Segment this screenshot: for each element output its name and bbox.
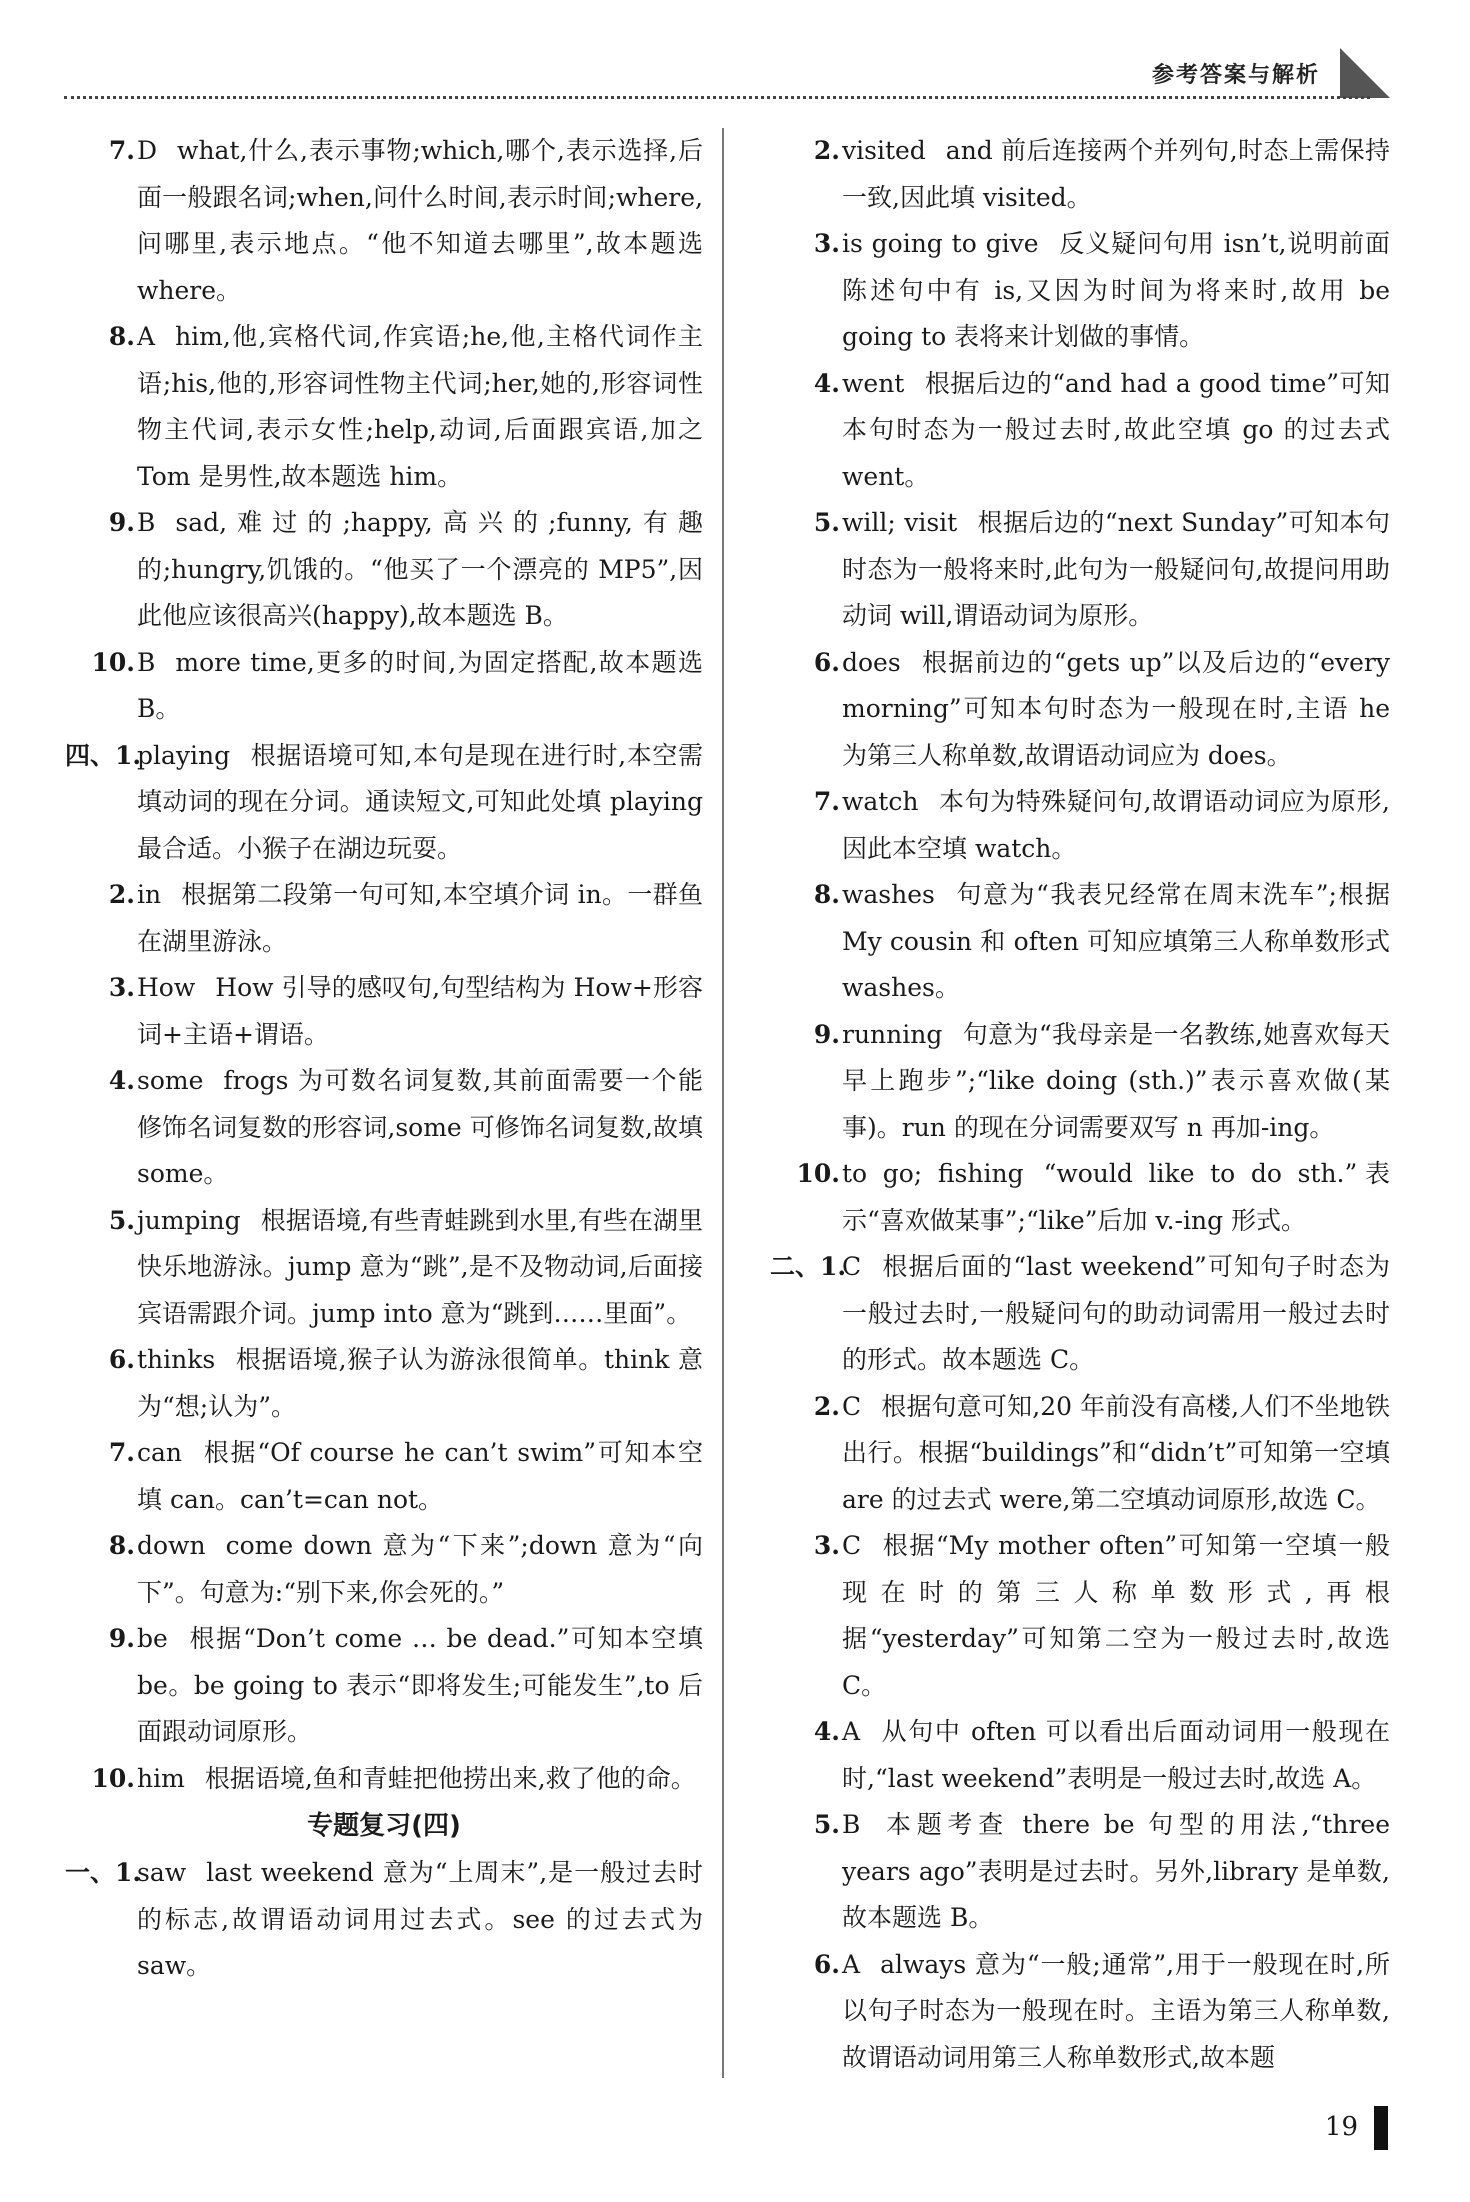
answer-key: A xyxy=(842,1949,861,1979)
answer-item xyxy=(65,733,703,873)
header-triangle-decoration xyxy=(1340,48,1390,98)
answer-item xyxy=(770,500,1390,640)
answer-key: can xyxy=(137,1438,183,1467)
answer-key: A xyxy=(842,1717,861,1746)
answer-explanation: 本句为特殊疑问句,故谓语动词应为原形,因此本空填 watch。 xyxy=(842,787,1390,863)
answer-explanation: him,他,宾格代词,作宾语;he,他,主格代词作主语;his,他的,形容词性物主代词;her,她的,形容词性物主代词,表示女性;help,动词,后面跟宾语,加之 Tom 是男性,故本题选 him。 xyxy=(137,322,703,491)
answer-item xyxy=(770,872,1390,1012)
answer-item xyxy=(770,1384,1390,1524)
answer-number: 4. xyxy=(108,1066,135,1095)
answer-explanation: 根据第二段第一句可知,本空填介词 in。一群鱼在湖里游泳。 xyxy=(137,880,703,956)
answer-number: 8. xyxy=(108,322,135,351)
answer-key: B xyxy=(137,647,156,677)
answer-item xyxy=(770,1802,1390,1942)
answer-number: 6. xyxy=(813,647,840,677)
answer-number: 8. xyxy=(108,1531,135,1560)
answer-key: How xyxy=(137,973,196,1002)
answer-item xyxy=(770,1151,1390,1244)
answer-number: 6. xyxy=(813,1949,840,1979)
answer-number: 5. xyxy=(813,1810,840,1839)
answer-item xyxy=(65,872,703,965)
answer-explanation: 根据句意可知,20 年前没有高楼,人们不坐地铁出行。根据“buildings”和“didn’t”可知第一空填 are 的过去式 were,第二空填动词原形,故选 C。 xyxy=(842,1391,1390,1514)
answer-explanation: 反义疑问句用 isn’t,说明前面陈述句中有 is,又因为时间为将来时,故用 be going to 表将来计划做的事情。 xyxy=(842,229,1390,351)
answer-item xyxy=(770,221,1390,361)
answer-explanation: 根据语境,有些青蛙跳到水里,有些在湖里快乐地游泳。jump 意为“跳”,是不及物动词,后面接宾语需跟介词。jump into 意为“跳到……里面”。 xyxy=(137,1205,703,1328)
answer-key: playing xyxy=(137,740,231,770)
answer-number: 8. xyxy=(813,880,840,909)
answer-number: 9. xyxy=(108,1624,135,1653)
answer-number: 一、1. xyxy=(65,1858,142,1887)
answer-key: B xyxy=(842,1810,861,1839)
answer-explanation: frogs 为可数名词复数,其前面需要一个能修饰名词复数的形容词,some 可修饰名词复数,故填 some。 xyxy=(137,1066,703,1188)
answer-explanation: 根据语境可知,本句是现在进行时,本空需填动词的现在分词。通读短文,可知此处填 playing 最合适。小猴子在湖边玩耍。 xyxy=(137,740,703,863)
answer-item xyxy=(65,965,703,1058)
answer-number: 9. xyxy=(813,1019,840,1049)
answer-key: D xyxy=(137,136,158,165)
answer-explanation: How 引导的感叹句,句型结构为 How+形容词+主语+谓语。 xyxy=(137,973,703,1049)
answer-item xyxy=(65,1850,703,1990)
answer-number: 10. xyxy=(796,1159,840,1188)
answer-number: 9. xyxy=(108,508,135,537)
answer-key: running xyxy=(842,1019,943,1049)
answer-item xyxy=(770,640,1390,780)
answer-explanation: more time,更多的时间,为固定搭配,故本题选 B。 xyxy=(137,647,703,723)
answer-item xyxy=(65,500,703,640)
answer-number: 10. xyxy=(91,647,135,677)
answer-explanation: come down 意为“下来”;down 意为“向下”。句意为:“别下来,你会死的。” xyxy=(137,1531,703,1607)
answer-explanation: 根据“My mother often”可知第一空填一般现在时的第三人称单数形式,再根据“yesterday”可知第二空为一般过去时,故选 C。 xyxy=(842,1531,1390,1700)
answer-item xyxy=(770,1942,1390,2082)
answer-key: went xyxy=(842,368,905,398)
answer-item xyxy=(770,1244,1390,1384)
page-number-bar xyxy=(1374,2106,1388,2150)
answer-key: visited xyxy=(842,136,926,165)
answer-number: 4. xyxy=(813,1717,840,1746)
answer-explanation: last weekend 意为“上周末”,是一般过去时的标志,故谓语动词用过去式。see 的过去式为 saw。 xyxy=(137,1858,703,1980)
answer-number: 4. xyxy=(813,368,840,398)
answer-key: A xyxy=(137,322,156,351)
answer-number: 7. xyxy=(108,136,135,165)
answer-explanation: 根据后边的“and had a good time”可知本句时态为一般过去时,故此空填 go 的过去式 went。 xyxy=(842,368,1390,491)
answer-key: C xyxy=(842,1391,862,1421)
answer-explanation: 根据“Don’t come … be dead.”可知本空填 be。be going to 表示“即将发生;可能发生”,to 后面跟动词原形。 xyxy=(137,1624,703,1746)
answer-explanation: sad,难过的;happy,高兴的;funny,有趣的;hungry,饥饿的。“他买了一个漂亮的 MP5”,因此他应该很高兴(happy),故本题选 B。 xyxy=(137,508,703,630)
answer-item xyxy=(770,1709,1390,1802)
answer-key: be xyxy=(137,1624,168,1653)
answer-key: does xyxy=(842,647,901,677)
answer-item xyxy=(65,1756,703,1803)
left-answer-list-2 xyxy=(65,1850,703,1990)
answer-key: some xyxy=(137,1066,204,1095)
answer-item xyxy=(65,1616,703,1756)
answer-key: to go; fishing xyxy=(842,1159,1024,1188)
answer-explanation: 句意为“我表兄经常在周末洗车”;根据 My cousin 和 often 可知应填第三人称单数形式 washes。 xyxy=(842,880,1390,1002)
answer-item xyxy=(65,640,703,733)
answer-number: 2. xyxy=(813,1391,840,1421)
answer-item xyxy=(65,1058,703,1198)
answer-explanation: 根据语境,鱼和青蛙把他捞出来,救了他的命。 xyxy=(204,1763,696,1793)
answer-explanation: 根据前边的“gets up”以及后边的“every morning”可知本句时态为一般现在时,主语 he 为第三人称单数,故谓语动词应为 does。 xyxy=(842,647,1390,770)
answer-number: 3. xyxy=(108,973,135,1002)
answer-key: C xyxy=(842,1531,862,1560)
answer-number: 5. xyxy=(108,1205,135,1235)
answer-number: 7. xyxy=(813,787,840,816)
answer-item xyxy=(770,779,1390,872)
answer-number: 2. xyxy=(813,136,840,165)
answer-number: 3. xyxy=(813,229,840,258)
answer-explanation: 根据后边的“next Sunday”可知本句时态为一般将来时,此句为一般疑问句,故提问用助动词 will,谓语动词为原形。 xyxy=(842,508,1390,630)
answer-explanation: 从句中 often 可以看出后面动词用一般现在时,“last weekend”表明是一般过去时,故选 A。 xyxy=(842,1717,1390,1793)
answer-number: 2. xyxy=(108,880,135,909)
answer-explanation: 本题考查 there be 句型的用法,“three years ago”表明是过去时。另外,library 是单数,故本题选 B。 xyxy=(842,1810,1390,1932)
answer-item xyxy=(65,128,703,314)
answer-item xyxy=(65,314,703,500)
page-header xyxy=(64,48,1380,98)
right-column xyxy=(770,128,1390,2081)
answer-item xyxy=(770,1523,1390,1709)
section-title: 专题复习(四) xyxy=(307,1811,461,1841)
header-title: 参考答案与解析 xyxy=(1151,63,1320,88)
answer-explanation: 根据“Of course he can’t swim”可知本空填 can。can’t=can not。 xyxy=(137,1438,703,1514)
right-answer-list xyxy=(770,128,1390,2081)
answer-key: in xyxy=(137,880,162,909)
answer-explanation: and 前后连接两个并列句,时态上需保持一致,因此填 visited。 xyxy=(842,136,1390,212)
answer-item xyxy=(770,128,1390,221)
answer-item xyxy=(65,1430,703,1523)
answer-item xyxy=(770,361,1390,501)
answer-number: 四、1. xyxy=(65,740,142,770)
answer-number: 6. xyxy=(108,1345,135,1374)
answer-key: saw xyxy=(137,1858,187,1887)
answer-explanation: 句意为“我母亲是一名教练,她喜欢每天早上跑步”;“like doing (sth.)”表示喜欢做(某事)。run 的现在分词需要双写 n 再加-ing。 xyxy=(842,1019,1390,1142)
column-divider xyxy=(722,128,724,2078)
answer-key: watch xyxy=(842,787,919,816)
header-dotted-rule xyxy=(64,96,1370,99)
answer-number: 7. xyxy=(108,1438,135,1467)
answer-explanation: “would like to do sth.”表示“喜欢做某事”;“like”后加 v.-ing 形式。 xyxy=(842,1159,1390,1235)
answer-item xyxy=(65,1523,703,1616)
answer-explanation: what,什么,表示事物;which,哪个,表示选择,后面一般跟名词;when,问什么时间,表示时间;where,问哪里,表示地点。“他不知道去哪里”,故本题选 where。 xyxy=(137,136,703,305)
answer-key: thinks xyxy=(137,1345,216,1374)
answer-number: 10. xyxy=(91,1763,135,1793)
answer-number: 二、1. xyxy=(770,1252,847,1281)
answer-explanation: always 意为“一般;通常”,用于一般现在时,所以句子时态为一般现在时。主语为第三人称单数,故谓语动词用第三人称单数形式,故本题 xyxy=(842,1949,1390,2072)
answer-key: him xyxy=(137,1763,185,1793)
answer-key: jumping xyxy=(137,1205,241,1235)
left-answer-list xyxy=(65,128,703,1802)
answer-explanation: 根据语境,猴子认为游泳很简单。think 意为“想;认为”。 xyxy=(137,1345,703,1421)
answer-item xyxy=(65,1337,703,1430)
answer-item xyxy=(65,1198,703,1338)
answer-key: will; visit xyxy=(842,508,958,537)
left-column xyxy=(65,128,703,1990)
page-number: 19 xyxy=(1324,2112,1358,2142)
answer-key: B xyxy=(137,508,156,537)
answer-key: is going to give xyxy=(842,229,1039,258)
answer-number: 5. xyxy=(813,508,840,537)
answer-key: down xyxy=(137,1531,206,1560)
answer-item xyxy=(770,1012,1390,1152)
answer-explanation: 根据后面的“last weekend”可知句子时态为一般过去时,一般疑问句的助动词需用一般过去时的形式。故本题选 C。 xyxy=(842,1252,1390,1374)
answer-key: C xyxy=(842,1252,862,1281)
answer-key: washes xyxy=(842,880,935,909)
answer-number: 3. xyxy=(813,1531,840,1560)
